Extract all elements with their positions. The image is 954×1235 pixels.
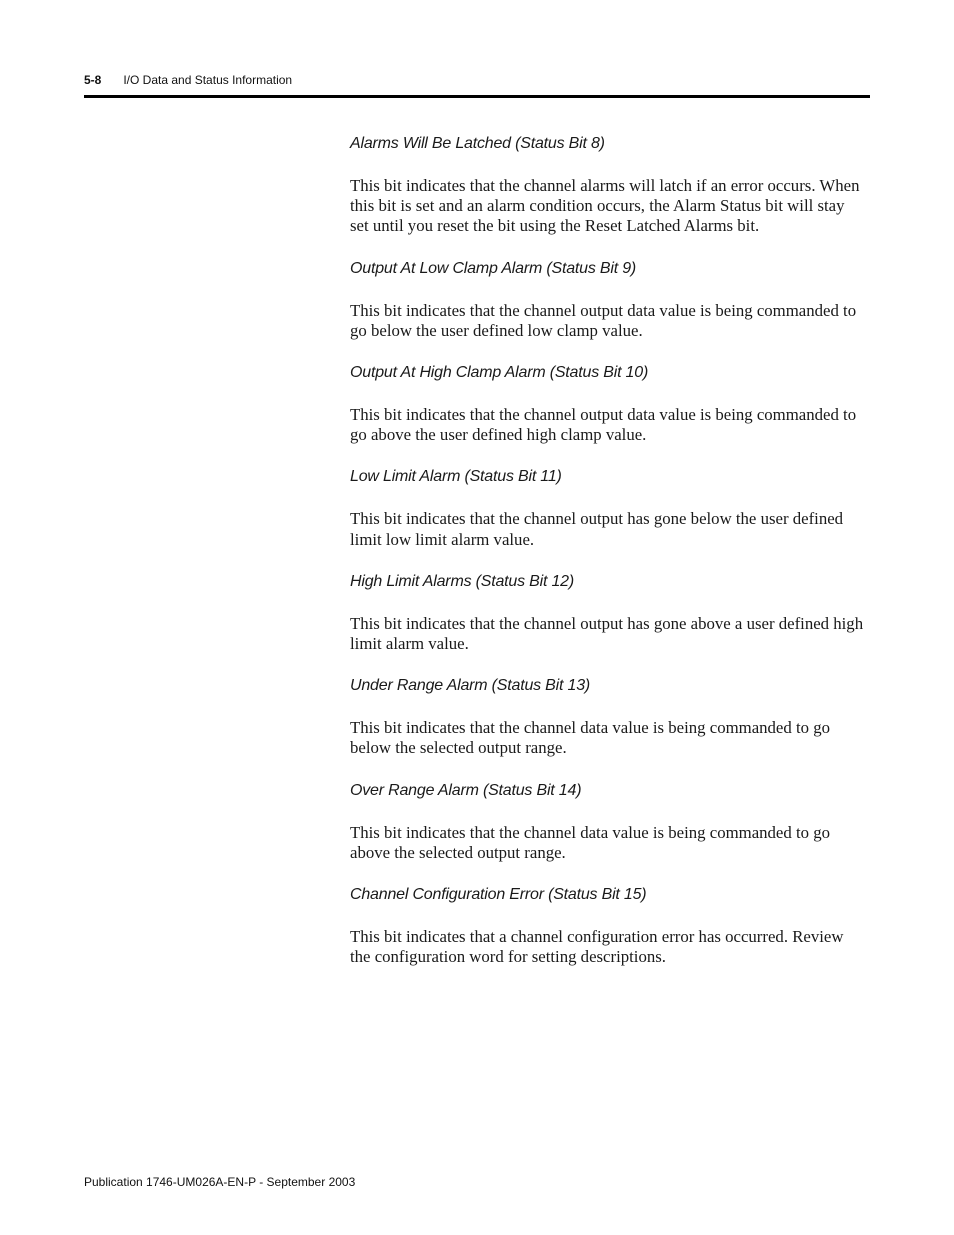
- section-body: This bit indicates that the channel output has gone below the user defined limit low limit alarm value.: [350, 509, 844, 549]
- section-title: Under Range Alarm (Status Bit 13): [350, 677, 591, 695]
- section-body: This bit indicates that the channel output data value is being commanded to go below the user defined low clamp value.: [350, 300, 857, 340]
- section-title: Low Limit Alarm (Status Bit 11): [350, 468, 562, 486]
- section-body: This bit indicates that the channel output has gone above a user defined high limit alarm value.: [350, 613, 864, 654]
- section-status-bit-11: [350, 467, 865, 549]
- header-divider: [84, 95, 870, 98]
- section-status-bit-9: [350, 259, 865, 341]
- section-title: Over Range Alarm (Status Bit 14): [350, 781, 582, 799]
- section-title: Alarms Will Be Latched (Status Bit 8): [350, 135, 605, 152]
- section-status-bit-8: [350, 134, 865, 237]
- section-body: This bit indicates that the channel data value is being commanded to go below the selected output range.: [350, 718, 830, 758]
- section-status-bit-14: [350, 781, 865, 863]
- section-title: Channel Configuration Error (Status Bit 15): [350, 886, 647, 904]
- section-title: Output At Low Clamp Alarm (Status Bit 9): [350, 259, 637, 277]
- page-number: 5-8: [84, 73, 102, 87]
- section-title: Output At High Clamp Alarm (Status Bit 10): [350, 364, 649, 382]
- section-body: This bit indicates that the channel alarms will latch if an error occurs. When this bit is set and an alarm condition occurs, the Alarm Status bit will stay set until you reset the bit using the Reset Latched Alarms bit.: [350, 176, 860, 236]
- section-status-bit-10: [350, 363, 865, 445]
- section-status-bit-13: [350, 676, 865, 758]
- page-header: [84, 73, 292, 87]
- section-title: High Limit Alarms (Status Bit 12): [350, 572, 574, 590]
- section-body: This bit indicates that the channel output data value is being commanded to go above the user defined high clamp value.: [350, 405, 857, 445]
- section-status-bit-15: [350, 885, 865, 967]
- chapter-title: I/O Data and Status Information: [123, 73, 293, 87]
- page-footer: Publication 1746-UM026A-EN-P - September 2003: [84, 1175, 356, 1189]
- section-status-bit-12: [350, 572, 865, 654]
- section-body: This bit indicates that a channel configuration error has occurred. Review the configuration word for setting descriptions.: [350, 927, 844, 967]
- main-content: [350, 134, 865, 989]
- section-body: This bit indicates that the channel data value is being commanded to go above the selected output range.: [350, 822, 830, 862]
